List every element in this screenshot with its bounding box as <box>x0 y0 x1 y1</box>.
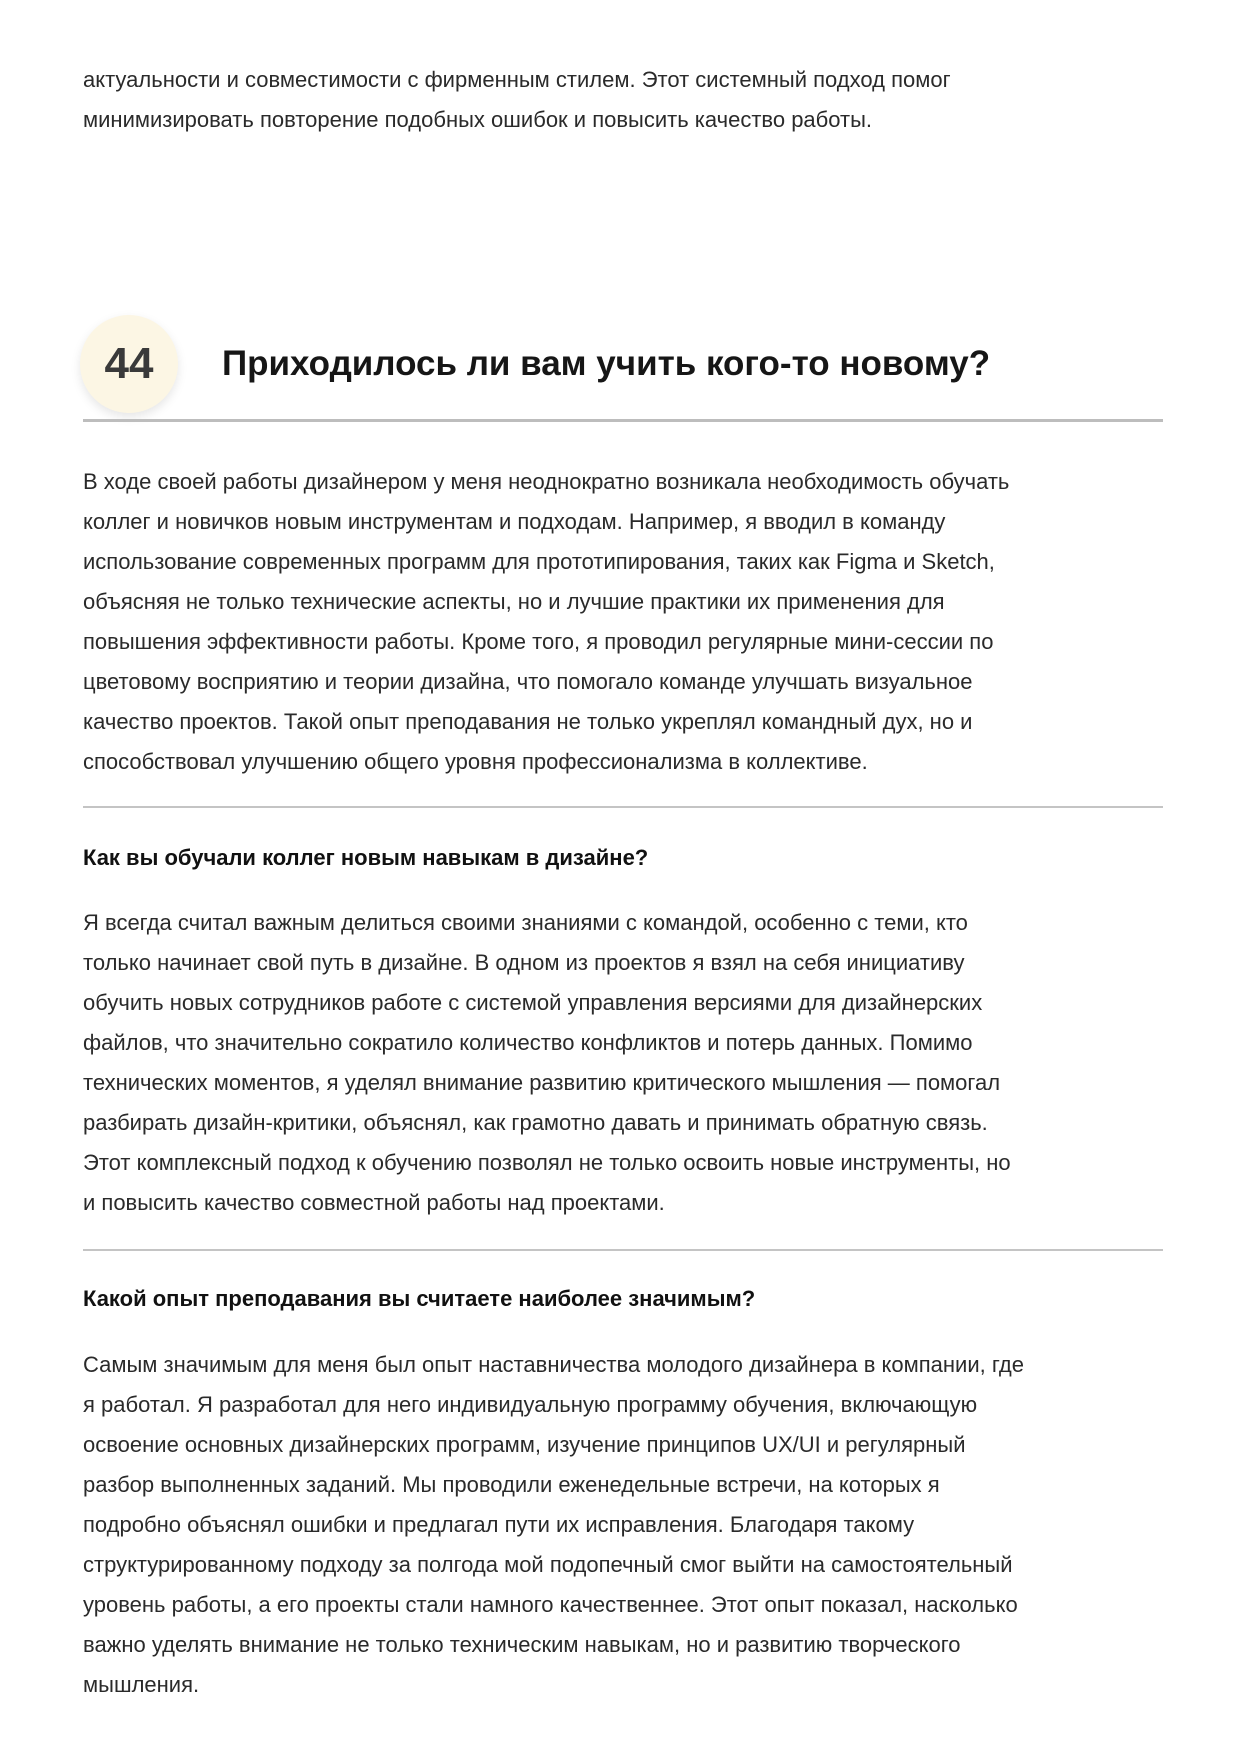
text-line: файлов, что значительно сократило количество конфликтов и потерь данных. Помимо <box>83 1030 973 1055</box>
text-line: качество проектов. Такой опыт преподавания не только укреплял командный дух, но и <box>83 709 973 734</box>
text-line: важно уделять внимание не только техническим навыкам, но и развитию творческого <box>83 1632 961 1657</box>
text-line: технических моментов, я уделял внимание развитию критического мышления — помогал <box>83 1070 1001 1095</box>
text-line: минимизировать повторение подобных ошибок и повысить качество работы. <box>83 107 873 132</box>
text-line: повышения эффективности работы. Кроме того, я проводил регулярные мини-сессии по <box>83 629 994 654</box>
followup-answer <box>83 903 1173 1223</box>
text-line: актуальности и совместимости с фирменным стилем. Этот системный подход помог <box>83 67 951 92</box>
text-line: я работал. Я разработал для него индивидуальную программу обучения, включающую <box>83 1392 978 1417</box>
text-line: коллег и новичков новым инструментам и подходам. Например, я вводил в команду <box>83 509 946 534</box>
text-line: использование современных программ для прототипирования, таких как Figma и Sketch, <box>83 549 995 574</box>
text-line: и повысить качество совместной работы над проектами. <box>83 1190 665 1215</box>
text-line: освоение основных дизайнерских программ, изучение принципов UX/UI и регулярный <box>83 1432 966 1457</box>
text-line: мышления. <box>83 1672 200 1697</box>
text-line: В ходе своей работы дизайнером у меня неоднократно возникала необходимость обучать <box>83 469 1010 494</box>
followup-question: Какой опыт преподавания вы считаете наиболее значимым? <box>83 1286 756 1311</box>
followup-answer <box>83 1345 1173 1705</box>
text-line: структурированному подходу за полгода мой подопечный смог выйти на самостоятельный <box>83 1552 1013 1577</box>
text-line: разбирать дизайн-критики, объяснял, как грамотно давать и принимать обратную связь. <box>83 1110 988 1135</box>
text-line: цветовому восприятию и теории дизайна, что помогало команде улучшать визуальное <box>83 669 973 694</box>
text-line: объясняя не только технические аспекты, но и лучшие практики их применения для <box>83 589 945 614</box>
text-line: только начинает свой путь в дизайне. В одном из проектов я взял на себя инициативу <box>83 950 965 975</box>
header-divider <box>83 419 1163 422</box>
intro-paragraph <box>83 60 1173 140</box>
text-line: уровень работы, а его проекты стали намного качественнее. Этот опыт показал, насколько <box>83 1592 1018 1617</box>
question-title: Приходилось ли вам учить кого-то новому? <box>222 344 991 383</box>
text-line: подробно объяснял ошибки и предлагал пути их исправления. Благодаря такому <box>83 1512 915 1537</box>
text-line: Самым значимым для меня был опыт наставничества молодого дизайнера в компании, где <box>83 1352 1024 1377</box>
text-line: обучить новых сотрудников работе с системой управления версиями для дизайнерских <box>83 990 983 1015</box>
text-line: Я всегда считал важным делиться своими знаниями с командой, особенно с теми, кто <box>83 910 968 935</box>
text-line: Этот комплексный подход к обучению позволял не только освоить новые инструменты, но <box>83 1150 1011 1175</box>
question-number-badge: 44 <box>80 315 178 413</box>
answer-paragraph <box>83 462 1173 782</box>
text-line: способствовал улучшению общего уровня профессионализма в коллективе. <box>83 749 868 774</box>
text-line: разбор выполненных заданий. Мы проводили еженедельные встречи, на которых я <box>83 1472 940 1497</box>
divider <box>83 1249 1163 1251</box>
followup-question: Как вы обучали коллег новым навыкам в дизайне? <box>83 845 649 870</box>
divider <box>83 806 1163 808</box>
